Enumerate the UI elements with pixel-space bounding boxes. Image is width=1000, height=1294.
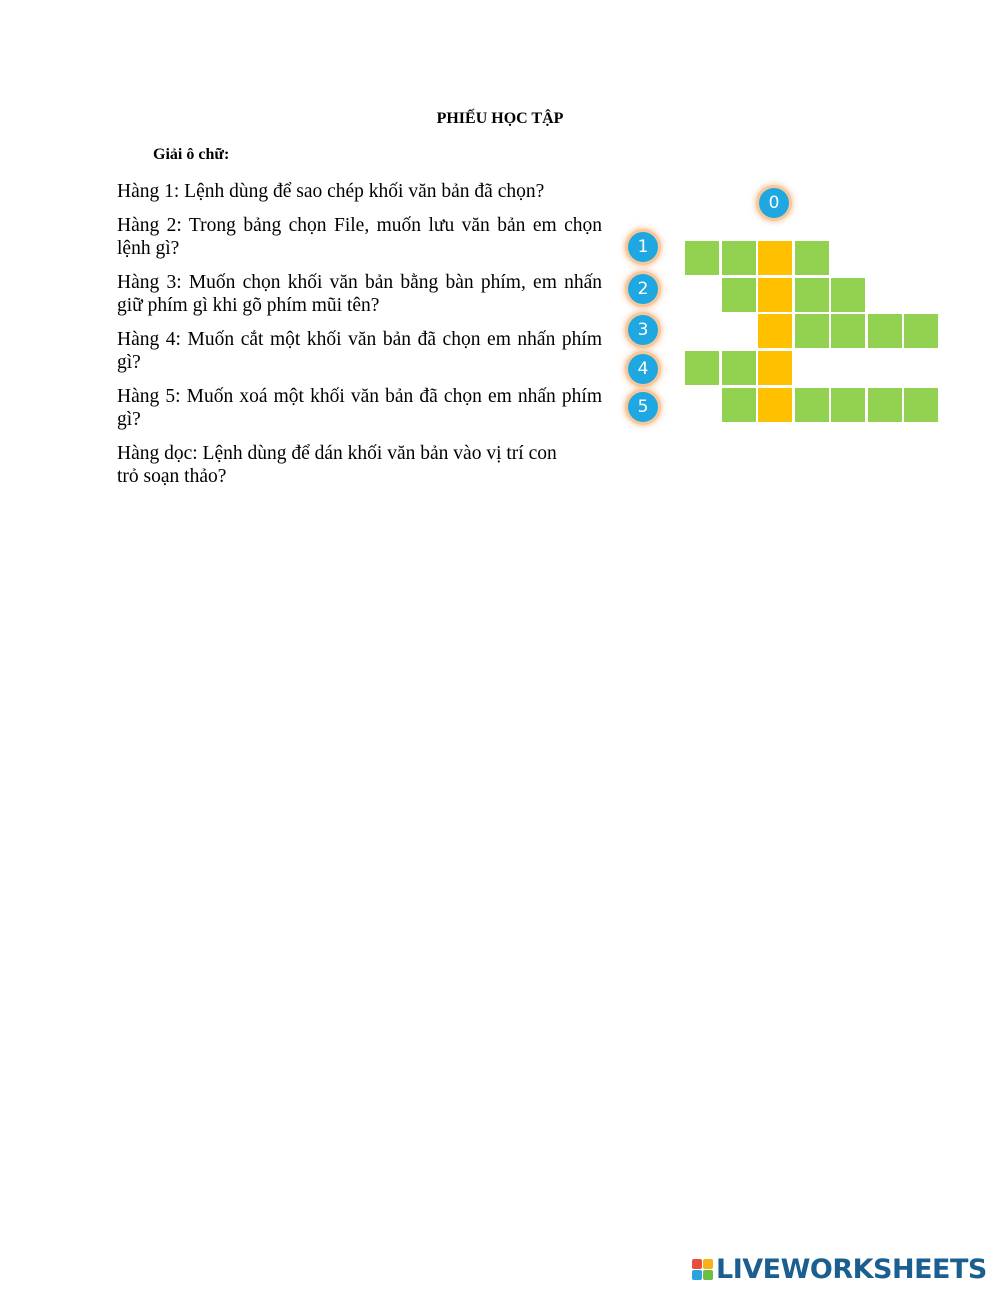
- logo-square: [703, 1259, 713, 1269]
- question-list: [117, 180, 602, 499]
- crossword-cell[interactable]: [794, 313, 830, 349]
- crossword-cell[interactable]: [903, 313, 939, 349]
- crossword-cell[interactable]: [867, 313, 903, 349]
- section-heading: Giải ô chữ:: [153, 146, 230, 163]
- crossword-cell[interactable]: [867, 387, 903, 423]
- row-number-badge: 5: [628, 392, 658, 422]
- page-title: PHIẾU HỌC TẬP: [436, 110, 564, 127]
- question-vertical: Hàng dọc: Lệnh dùng để dán khối văn bản vào vị trí con trỏ soạn thảo?: [117, 443, 557, 487]
- column-number-badge: 0: [759, 188, 789, 218]
- question-row-5: Hàng 5: Muốn xoá một khối văn bản đã chọn em nhấn phím gì?: [117, 386, 602, 430]
- question-row-4: Hàng 4: Muốn cắt một khối văn bản đã chọn em nhấn phím gì?: [117, 329, 602, 373]
- row-number-badge: 3: [628, 315, 658, 345]
- logo-text: LIVEWORKSHEETS: [716, 1253, 987, 1285]
- row-number-badge: 2: [628, 274, 658, 304]
- crossword-cell[interactable]: [794, 277, 830, 313]
- crossword-cell[interactable]: [903, 387, 939, 423]
- row-number-badge: 4: [628, 354, 658, 384]
- logo-icon: [692, 1259, 713, 1280]
- crossword-cell[interactable]: [794, 240, 830, 276]
- row-number-badge: 1: [628, 232, 658, 262]
- crossword-cell[interactable]: [830, 277, 866, 313]
- liveworksheets-logo: [692, 1254, 987, 1284]
- crossword-cell[interactable]: [721, 277, 757, 313]
- crossword-cell[interactable]: [830, 313, 866, 349]
- crossword-cell[interactable]: [684, 350, 720, 386]
- crossword-cell[interactable]: [684, 240, 720, 276]
- logo-square: [692, 1270, 702, 1280]
- crossword-key-cell[interactable]: [757, 313, 793, 349]
- logo-square: [703, 1270, 713, 1280]
- crossword-cell[interactable]: [721, 350, 757, 386]
- crossword-grid: [620, 180, 950, 430]
- crossword-cell[interactable]: [794, 387, 830, 423]
- crossword-key-cell[interactable]: [757, 240, 793, 276]
- logo-square: [692, 1259, 702, 1269]
- crossword-cell[interactable]: [721, 240, 757, 276]
- crossword-key-cell[interactable]: [757, 387, 793, 423]
- crossword-key-cell[interactable]: [757, 277, 793, 313]
- question-row-1: Hàng 1: Lệnh dùng để sao chép khối văn bản đã chọn?: [117, 181, 545, 202]
- question-row-3: Hàng 3: Muốn chọn khối văn bản bằng bàn phím, em nhấn giữ phím gì khi gõ phím mũi tên?: [117, 272, 602, 316]
- question-row-2: Hàng 2: Trong bảng chọn File, muốn lưu văn bản em chọn lệnh gì?: [117, 215, 602, 259]
- crossword-cell[interactable]: [721, 387, 757, 423]
- crossword-key-cell[interactable]: [757, 350, 793, 386]
- crossword-cell[interactable]: [830, 387, 866, 423]
